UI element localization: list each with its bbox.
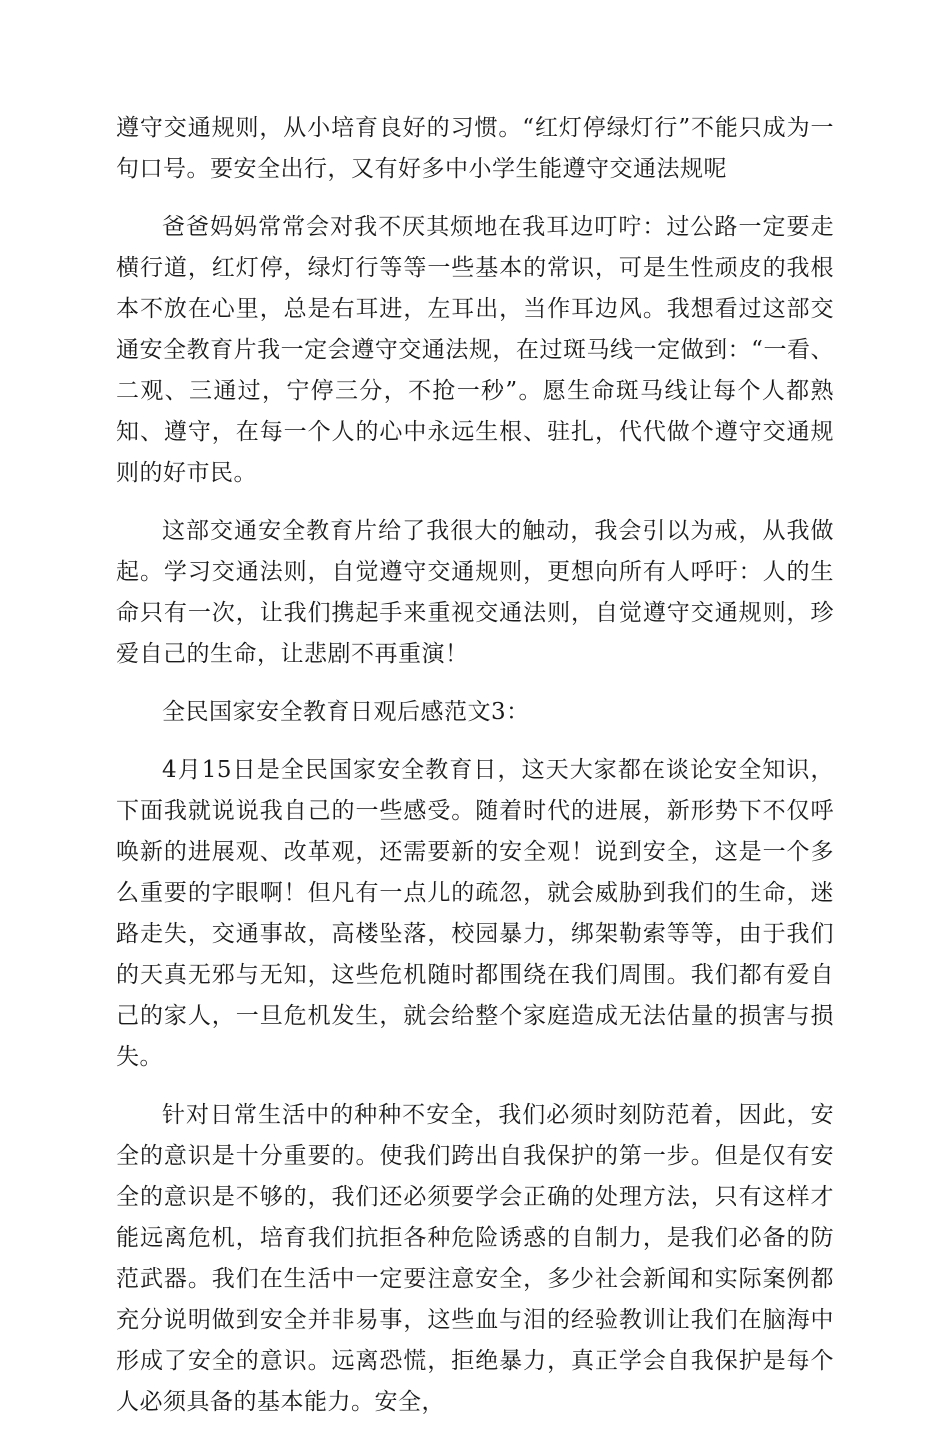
section-heading: 全民国家安全教育日观后感范文3： <box>162 699 530 725</box>
document-body <box>116 108 834 1440</box>
paragraph-5: 针对日常生活中的种种不安全，我们必须时刻防范着，因此，安全的意识是十分重要的。使我们跨出自我保护的第一步。但是仅有安全的意识是不够的，我们还必须要学会正确的处理方法，只有这样才能远离危机，培育我们抗拒各种危险诱惑的自制力，是我们必备的防范武器。我们在生活中一定要注意安全，多少社会新闻和实际案例都充分说明做到安全并非易事，这些血与泪的经验教训让我们在脑海中形成了安全的意识。远离恐慌，拒绝暴力，真正学会自我保护是每个人必须具备的基本能力。安全， <box>116 1102 834 1415</box>
paragraph-4: 4月15日是全民国家安全教育日，这天大家都在谈论安全知识，下面我就说说我自己的一些感受。随着时代的进展，新形势下不仅呼唤新的进展观、改革观，还需要新的安全观！说到安全，这是一个多么重要的字眼啊！但凡有一点儿的疏忽，就会威胁到我们的生命，迷路走失，交通事故，高楼坠落，校园暴力，绑架勒索等等，由于我们的天真无邪与无知，这些危机随时都围绕在我们周围。我们都有爱自己的家人，一旦危机发生，就会给整个家庭造成无法估量的损害与损失。 <box>116 757 834 1070</box>
paragraph-3: 这部交通安全教育片给了我很大的触动，我会引以为戒，从我做起。学习交通法则，自觉遵守交通规则，更想向所有人呼吁：人的生命只有一次，让我们携起手来重视交通法则，自觉遵守交通规则，珍爱自己的生命，让悲剧不再重演！ <box>116 518 834 667</box>
paragraph-2: 爸爸妈妈常常会对我不厌其烦地在我耳边叮咛：过公路一定要走横行道，红灯停，绿灯行等等一些基本的常识，可是生性顽皮的我根本不放在心里，总是右耳进，左耳出，当作耳边风。我想看过这部交通安全教育片我一定会遵守交通法规，在过斑马线一定做到：“一看、二观、三通过，宁停三分，不抢一秒”。愿生命斑马线让每个人都熟知、遵守，在每一个人的心中永远生根、驻扎，代代做个遵守交通规则的好市民。 <box>116 214 834 486</box>
paragraph-1: 遵守交通规则，从小培育良好的习惯。“红灯停绿灯行”不能只成为一句口号。要安全出行，又有好多中小学生能遵守交通法规呢 <box>116 115 834 182</box>
